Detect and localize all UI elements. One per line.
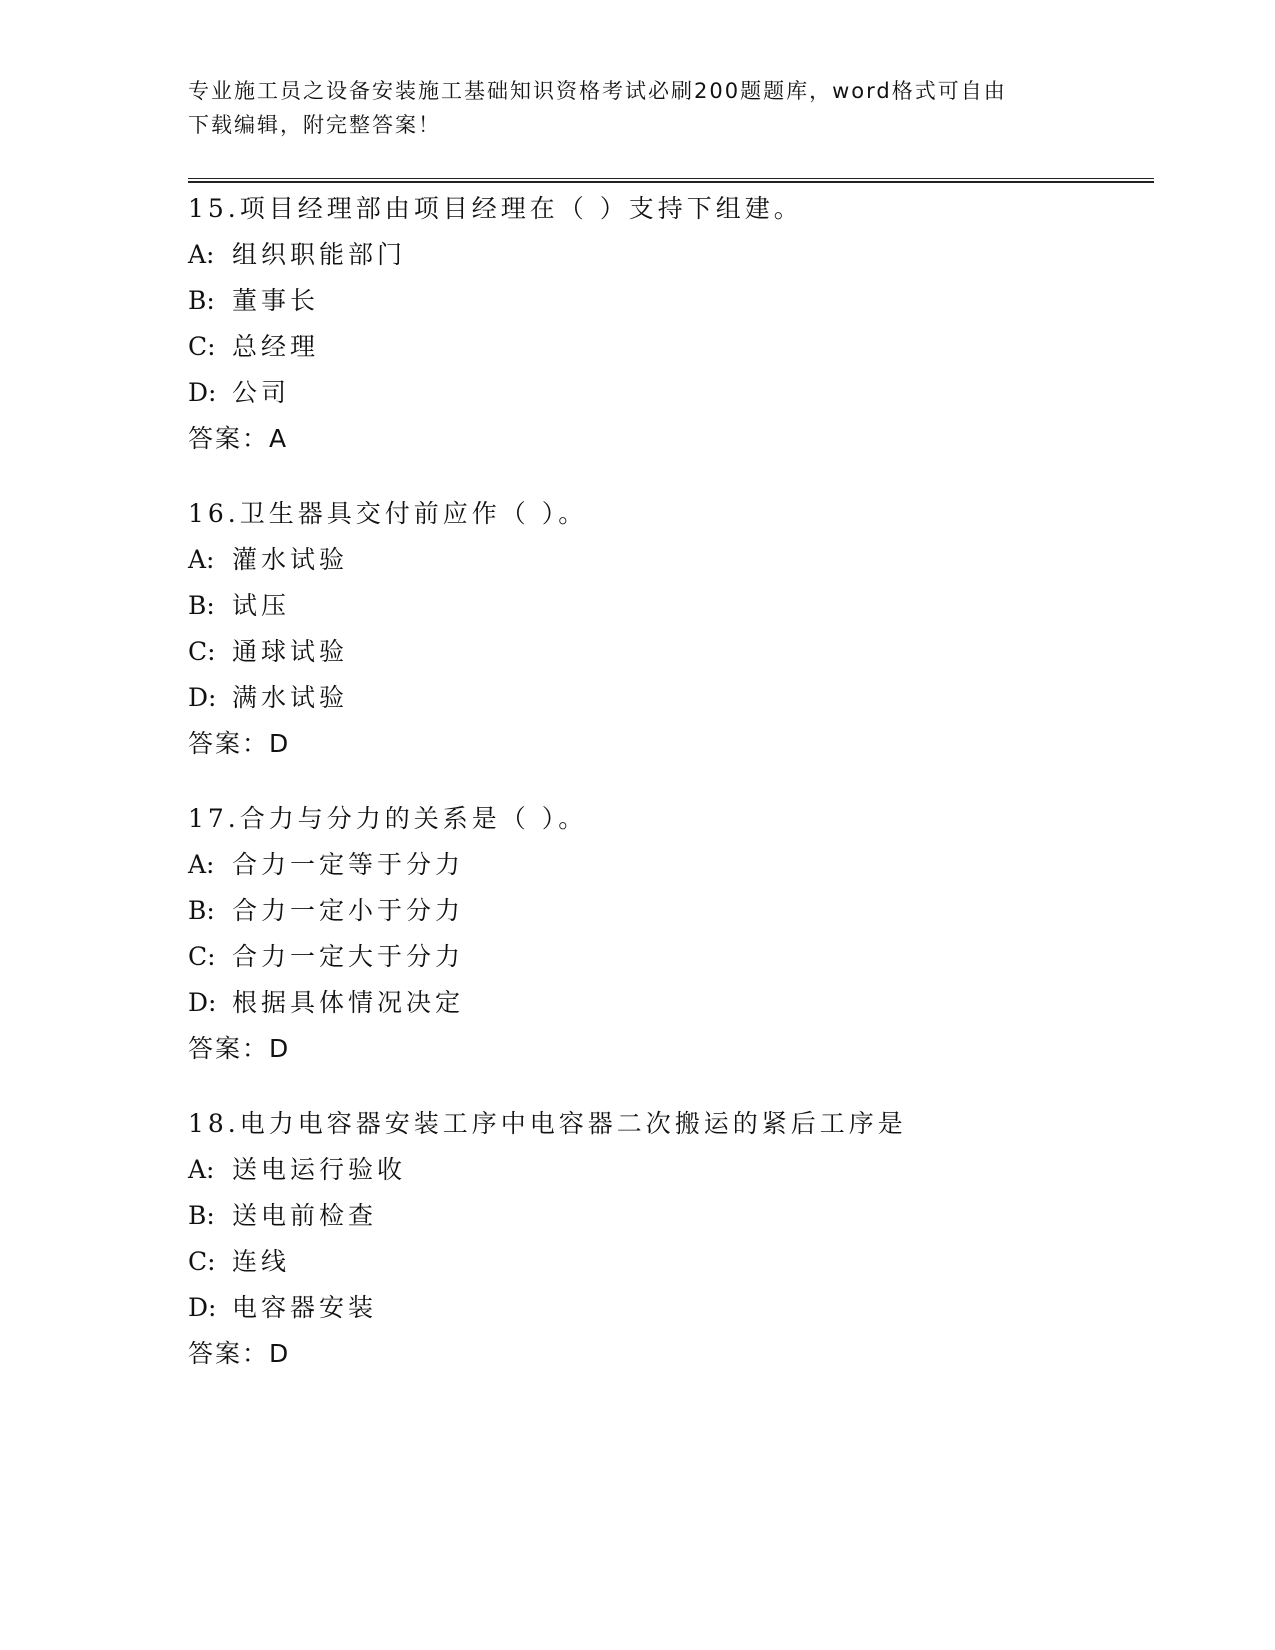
option-b [188,278,1108,324]
question-stem: 18.电力电容器安装工序中电容器二次搬运的紧后工序是 [188,1109,907,1138]
option-letter: B: [188,1201,215,1230]
option-letter: D: [188,683,217,712]
question-16 [188,491,1108,767]
option-d [188,675,1108,721]
option-text: 公司 [232,378,291,407]
option-text: 合力一定大于分力 [232,942,465,971]
option-letter: A: [188,240,215,269]
option-text: 连线 [232,1247,291,1276]
header-line-1: 专业施工员之设备安装施工基础知识资格考试必刷200题题库，word格式可自由 [188,79,1007,103]
option-text: 通球试验 [232,637,349,666]
option-a [188,232,1108,278]
option-letter: A: [188,545,215,574]
document-header [188,74,1068,142]
question-stem: 17.合力与分力的关系是（ ）。 [188,804,588,833]
option-letter: B: [188,286,215,315]
question-stem: 15.项目经理部由项目经理在（ ）支持下组建。 [188,194,803,223]
answer-line: 答案：D [188,1034,291,1063]
option-letter: D: [188,988,217,1017]
option-letter: C: [188,332,216,361]
option-text: 试压 [232,591,291,620]
option-text: 送电前检查 [232,1201,378,1230]
option-c [188,629,1108,675]
option-letter: C: [188,942,216,971]
option-text: 合力一定小于分力 [232,896,465,925]
option-text: 灌水试验 [232,545,349,574]
option-a [188,1147,1108,1193]
option-letter: D: [188,1293,217,1322]
option-letter: B: [188,591,215,620]
answer-line: 答案：D [188,729,291,758]
option-text: 总经理 [232,332,320,361]
option-b [188,583,1108,629]
option-d [188,980,1108,1026]
option-c [188,324,1108,370]
option-letter: B: [188,896,215,925]
option-d [188,370,1108,416]
option-text: 组织职能部门 [232,240,407,269]
option-letter: A: [188,850,215,879]
option-a [188,537,1108,583]
question-17 [188,796,1108,1072]
question-stem: 16.卫生器具交付前应作（ ）。 [188,499,588,528]
option-text: 电容器安装 [232,1293,378,1322]
answer-line: 答案：D [188,1339,291,1368]
answer-line: 答案：A [188,424,289,453]
option-letter: C: [188,637,216,666]
question-18 [188,1101,1108,1377]
option-b [188,1193,1108,1239]
option-text: 满水试验 [232,683,349,712]
option-c [188,934,1108,980]
option-text: 送电运行验收 [232,1155,407,1184]
option-b [188,888,1108,934]
option-letter: C: [188,1247,216,1276]
question-15 [188,186,1108,462]
header-line-2: 下载编辑，附完整答案！ [188,113,441,137]
header-divider [188,178,1154,183]
option-letter: A: [188,1155,215,1184]
option-a [188,842,1108,888]
option-d [188,1285,1108,1331]
option-letter: D: [188,378,217,407]
option-text: 合力一定等于分力 [232,850,465,879]
option-text: 根据具体情况决定 [232,988,465,1017]
option-c [188,1239,1108,1285]
option-text: 董事长 [232,286,320,315]
